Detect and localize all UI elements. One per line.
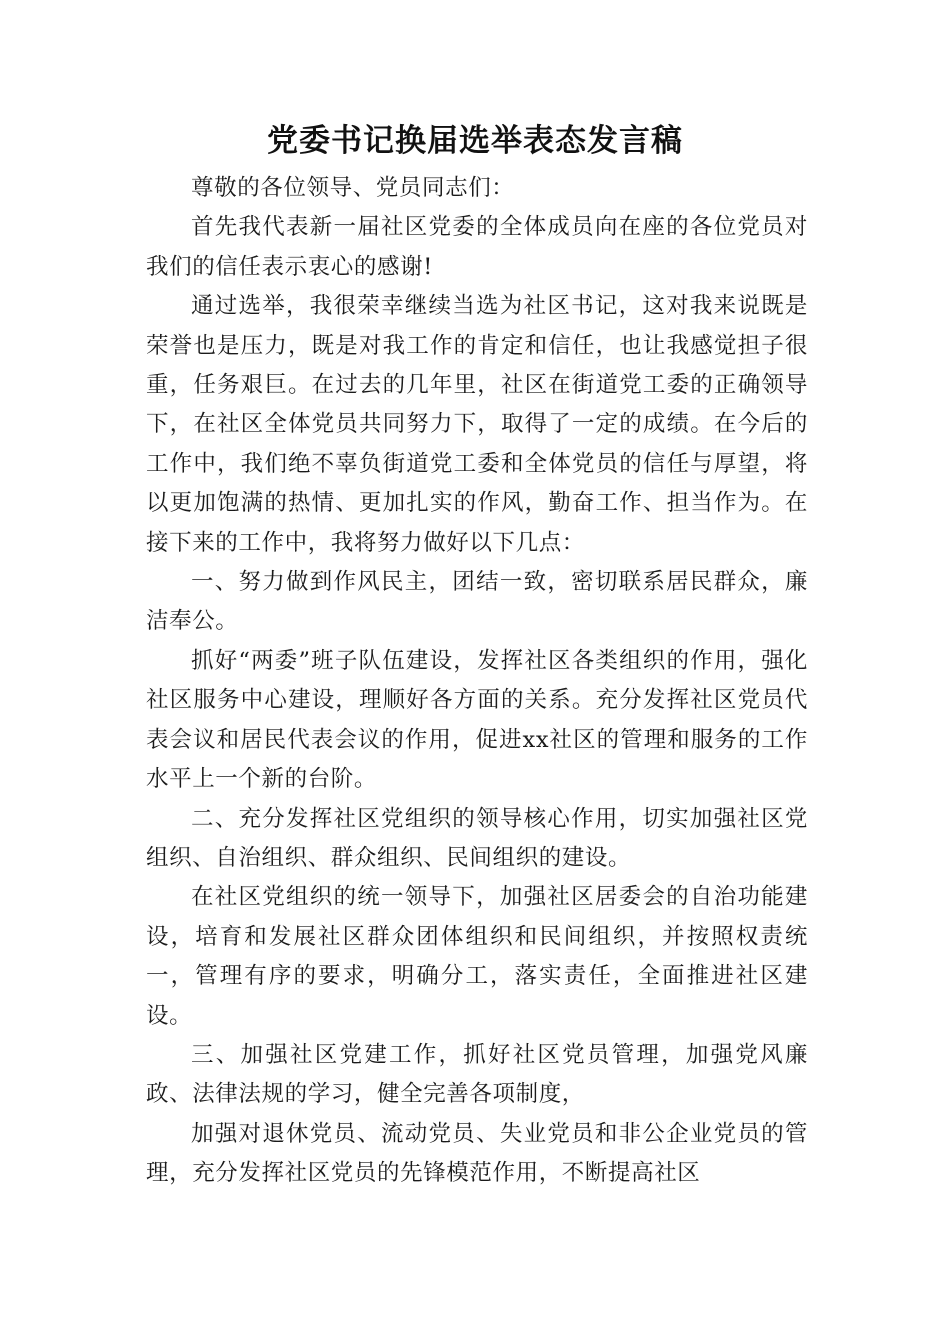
election-paragraph: 通过选举，我很荣幸继续当选为社区书记，这对我来说既是荣誉也是压力，既是对我工作的肯定和信任，也让我感觉担子很重，任务艰巨。在过去的几年里，社区在街道党工委的正确领导下，在社区全体党员共同努力下，取得了一定的成绩。在今后的工作中，我们绝不辜负街道党工委和全体党员的信任与厚望，将以更加饱满的热情、更加扎实的作风，勤奋工作、担当作为。在接下来的工作中，我将努力做好以下几点： (146, 293, 808, 556)
thanks-paragraph: 首先我代表新一届社区党委的全体成员向在座的各位党员对我们的信任表示衷心的感谢! (146, 214, 808, 280)
point-one-heading: 一、努力做到作风民主，团结一致，密切联系居民群众，廉洁奉公。 (146, 569, 808, 635)
salutation-paragraph: 尊敬的各位领导、党员同志们： (191, 175, 515, 201)
point-one-paragraph: 抓好“两委”班子队伍建设，发挥社区各类组织的作用，强化社区服务中心建设，理顺好各方面的关系。充分发挥社区党员代表会议和居民代表会议的作用，促进xx社区的管理和服务的工作水平上一个新的台阶。 (146, 647, 808, 793)
document-title: 党委书记换届选举表态发言稿 (267, 123, 683, 159)
point-two-heading: 二、充分发挥社区党组织的领导核心作用，切实加强社区党组织、自治组织、群众组织、民间组织的建设。 (146, 805, 808, 871)
point-three-paragraph: 加强对退休党员、流动党员、失业党员和非公企业党员的管理，充分发挥社区党员的先锋模范作用，不断提高社区 (146, 1120, 808, 1187)
point-three-heading: 三、加强社区党建工作，抓好社区党员管理，加强党风廉政、法律法规的学习，健全完善各项制度， (146, 1041, 808, 1108)
document-body (146, 169, 808, 1194)
point-two-paragraph: 在社区党组织的统一领导下，加强社区居委会的自治功能建设，培育和发展社区群众团体组织和民间组织，并按照权责统一，管理有序的要求，明确分工，落实责任，全面推进社区建设。 (146, 884, 808, 1029)
